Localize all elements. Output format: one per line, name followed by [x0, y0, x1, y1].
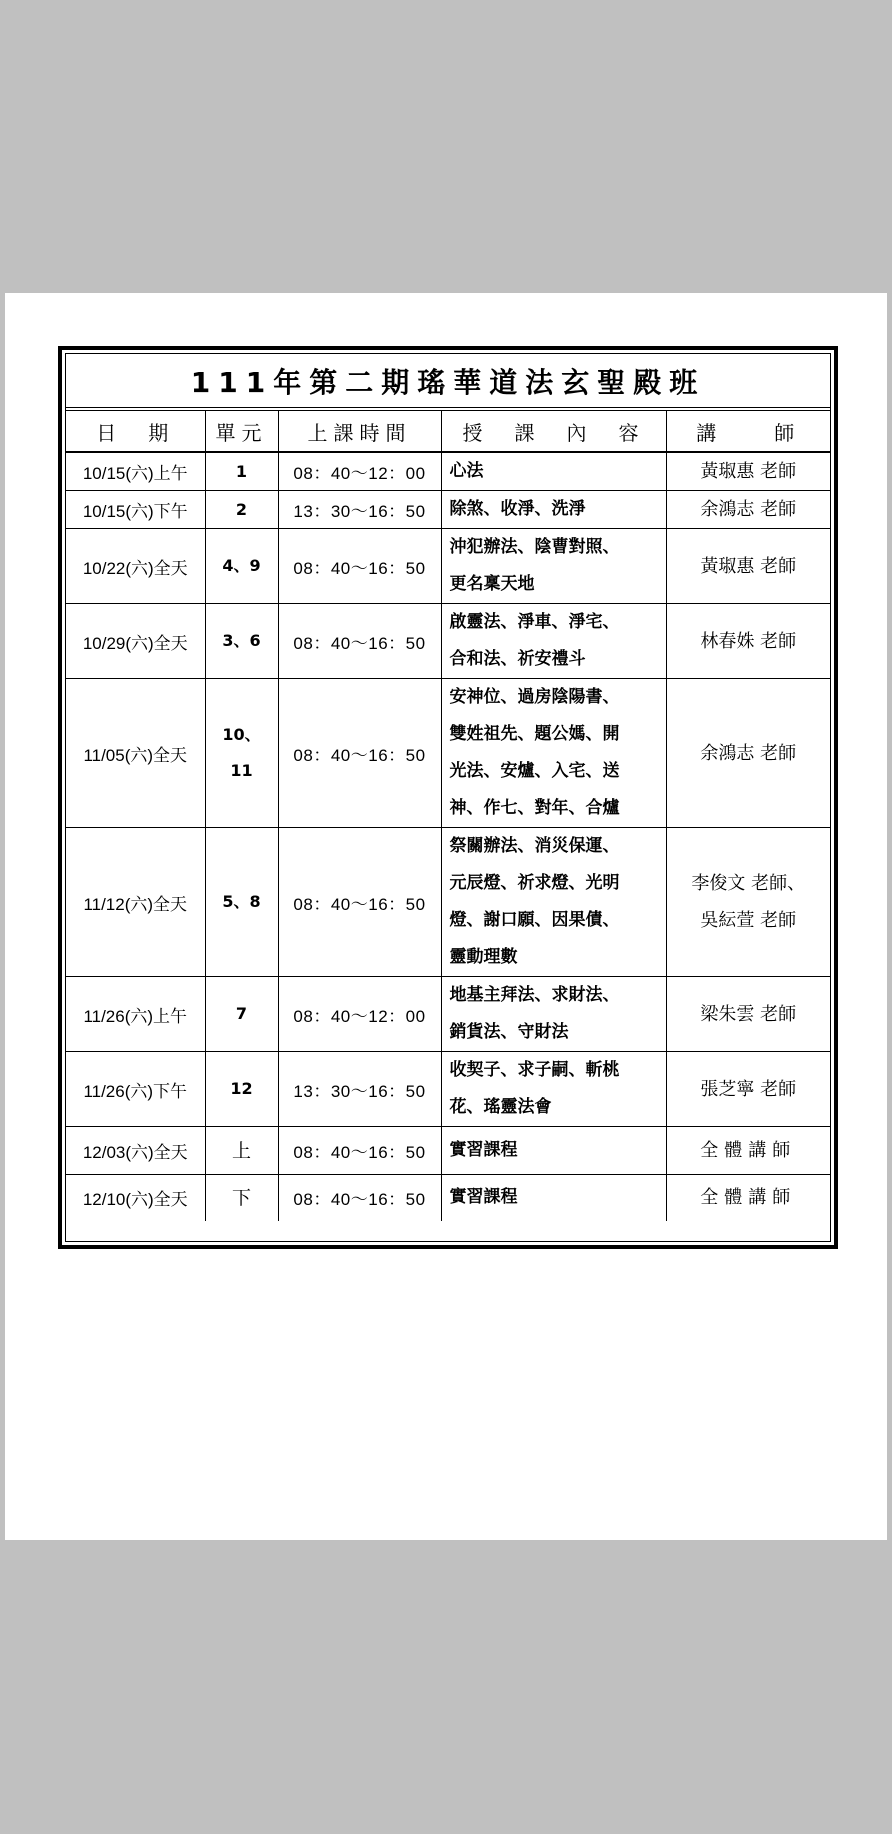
cell-time-line: 08：40～12：00: [293, 464, 426, 483]
cell-unit: [205, 604, 278, 679]
table-row: [66, 452, 830, 491]
cell-date: [66, 1175, 205, 1221]
cell-content-line: 地基主拜法、求財法、: [449, 985, 620, 1005]
cell-unit-line: 3、6: [222, 631, 261, 650]
cell-unit: [205, 977, 278, 1052]
cell-content: [441, 1127, 666, 1175]
cell-time-line: 08：40～16：50: [293, 633, 426, 653]
cell-date: [66, 828, 205, 977]
cell-teacher: [666, 1127, 830, 1175]
cell-time: [278, 828, 441, 977]
cell-time: [278, 1052, 441, 1127]
cell-time-line: 08：40～16：50: [293, 558, 426, 578]
cell-content-line: 心法: [449, 461, 484, 481]
cell-teacher: [666, 491, 830, 529]
cell-content-line: 光法、安爐、入宅、送: [449, 761, 620, 781]
cell-unit-line: 5、8: [222, 892, 261, 911]
cell-content-line: 靈動理數: [449, 947, 518, 967]
cell-teacher: [666, 977, 830, 1052]
cell-content-line: 銷貨法、守財法: [449, 1022, 569, 1042]
cell-teacher-line: 梁朱雲 老師: [700, 1003, 797, 1025]
cell-date: [66, 1052, 205, 1127]
cell-content-line: 祭關辦法、消災保運、: [449, 836, 620, 856]
cell-unit: [205, 1175, 278, 1221]
cell-time-line: 13：30～16：50: [293, 502, 426, 521]
cell-unit: [205, 529, 278, 604]
cell-content-line: 收契子、求子嗣、斬桃: [449, 1060, 620, 1080]
cell-content-line: 雙姓祖先、題公媽、開: [449, 724, 620, 744]
cell-teacher: [666, 679, 830, 828]
cell-unit: [205, 1052, 278, 1127]
cell-content-line: 啟靈法、淨車、淨宅、: [449, 612, 620, 632]
cell-time: [278, 977, 441, 1052]
cell-content-line: 合和法、祈安禮斗: [449, 649, 586, 669]
cell-content: [441, 604, 666, 679]
cell-teacher-line: 黃琡惠 老師: [700, 555, 797, 577]
page-title: 111年第二期瑤華道法玄聖殿班: [66, 354, 830, 411]
table-row: [66, 529, 830, 604]
schedule-rows: [66, 452, 830, 1221]
cell-unit: [205, 1127, 278, 1175]
table-row: [66, 977, 830, 1052]
cell-content: [441, 1175, 666, 1221]
cell-date-line: 12/03(六)全天: [82, 1143, 188, 1162]
cell-time: [278, 529, 441, 604]
cell-unit: [205, 679, 278, 828]
cell-time: [278, 491, 441, 529]
cell-content: [441, 828, 666, 977]
header-date: 日 期: [66, 411, 205, 452]
cell-time-line: 08：40～12：00: [293, 1006, 426, 1026]
table-row: [66, 679, 830, 828]
cell-teacher: [666, 529, 830, 604]
cell-content-line: 元辰燈、祈求燈、光明: [449, 873, 620, 893]
cell-teacher-line: 李俊文 老師、: [691, 873, 806, 894]
cell-unit-line: 1: [235, 461, 248, 481]
cell-time-line: 08：40～16：50: [293, 745, 426, 765]
cell-teacher-line: 黃琡惠 老師: [700, 461, 797, 482]
cell-date-line: 10/29(六)全天: [82, 633, 188, 653]
document-page: [5, 293, 887, 1540]
cell-time-line: 08：40～16：50: [293, 1143, 426, 1162]
cell-content-line: 花、瑤靈法會: [449, 1097, 552, 1117]
table-header-row: [66, 411, 830, 452]
cell-time-line: 08：40～16：50: [293, 1190, 426, 1210]
cell-date-line: 11/05(六)全天: [83, 745, 188, 765]
cell-teacher-line: 吳紜萱 老師: [700, 910, 797, 931]
cell-teacher-line: 林春姝 老師: [700, 630, 797, 652]
cell-date: [66, 977, 205, 1052]
cell-unit-line: 2: [235, 499, 248, 519]
cell-unit-line: 12: [230, 1079, 253, 1098]
cell-content-line: 燈、謝口願、因果債、: [449, 910, 620, 930]
cell-teacher-line: 全體講師: [700, 1140, 797, 1161]
cell-content-line: 除煞、收淨、洗淨: [449, 499, 586, 519]
cell-teacher: [666, 452, 830, 491]
table-row: [66, 1127, 830, 1175]
cell-date: [66, 1127, 205, 1175]
cell-content: [441, 679, 666, 828]
schedule-table: [66, 411, 830, 1221]
cell-date-line: 10/22(六)全天: [82, 558, 188, 578]
cell-teacher-line: 全體講師: [700, 1187, 797, 1209]
cell-time: [278, 604, 441, 679]
table-row: [66, 1175, 830, 1221]
cell-date-line: 10/15(六)下午: [82, 502, 188, 521]
header-content: 授 課 內 容: [441, 411, 666, 452]
cell-date-line: 11/26(六)上午: [83, 1006, 188, 1026]
cell-content-line: 安神位、過房陰陽書、: [449, 687, 620, 707]
cell-content-line: 更名稟天地: [449, 574, 535, 594]
header-unit: 單元: [205, 411, 278, 452]
header-time: 上課時間: [278, 411, 441, 452]
cell-date: [66, 452, 205, 491]
schedule-frame: [58, 346, 838, 1249]
cell-teacher: [666, 828, 830, 977]
cell-time-line: 13：30～16：50: [293, 1081, 426, 1101]
cell-content: [441, 529, 666, 604]
cell-content-line: 神、作七、對年、合爐: [449, 798, 620, 818]
cell-unit-line: 10、: [222, 725, 261, 744]
cell-teacher-line: 余鴻志 老師: [700, 499, 797, 520]
cell-date: [66, 491, 205, 529]
table-row: [66, 1052, 830, 1127]
cell-time: [278, 452, 441, 491]
cell-unit-line: 下: [231, 1186, 251, 1209]
cell-date-line: 10/15(六)上午: [82, 464, 188, 483]
cell-unit: [205, 828, 278, 977]
cell-time: [278, 1175, 441, 1221]
cell-date: [66, 529, 205, 604]
cell-date-line: 11/26(六)下午: [83, 1081, 188, 1101]
table-row: [66, 491, 830, 529]
cell-date: [66, 679, 205, 828]
cell-unit-line: 上: [231, 1139, 251, 1162]
schedule-inner: [65, 353, 831, 1242]
cell-date: [66, 604, 205, 679]
cell-date-line: 12/10(六)全天: [82, 1190, 188, 1210]
table-row: [66, 604, 830, 679]
cell-time: [278, 1127, 441, 1175]
cell-unit: [205, 491, 278, 529]
table-row: [66, 828, 830, 977]
cell-unit-line: 7: [235, 1004, 248, 1023]
header-teacher: 講 師: [666, 411, 830, 452]
cell-content: [441, 491, 666, 529]
cell-unit: [205, 452, 278, 491]
cell-teacher: [666, 1052, 830, 1127]
cell-teacher: [666, 604, 830, 679]
cell-time-line: 08：40～16：50: [293, 894, 426, 914]
cell-content-line: 沖犯辦法、陰曹對照、: [449, 537, 620, 557]
cell-content-line: 實習課程: [449, 1140, 518, 1160]
cell-teacher: [666, 1175, 830, 1221]
cell-content-line: 實習課程: [449, 1187, 518, 1208]
cell-unit-line: 4、9: [222, 556, 261, 575]
cell-unit-line: 11: [230, 761, 253, 780]
cell-teacher-line: 余鴻志 老師: [700, 742, 797, 764]
cell-teacher-line: 張芝寧 老師: [700, 1078, 797, 1100]
cell-content: [441, 452, 666, 491]
cell-content: [441, 1052, 666, 1127]
cell-date-line: 11/12(六)全天: [83, 894, 188, 914]
cell-time: [278, 679, 441, 828]
cell-content: [441, 977, 666, 1052]
